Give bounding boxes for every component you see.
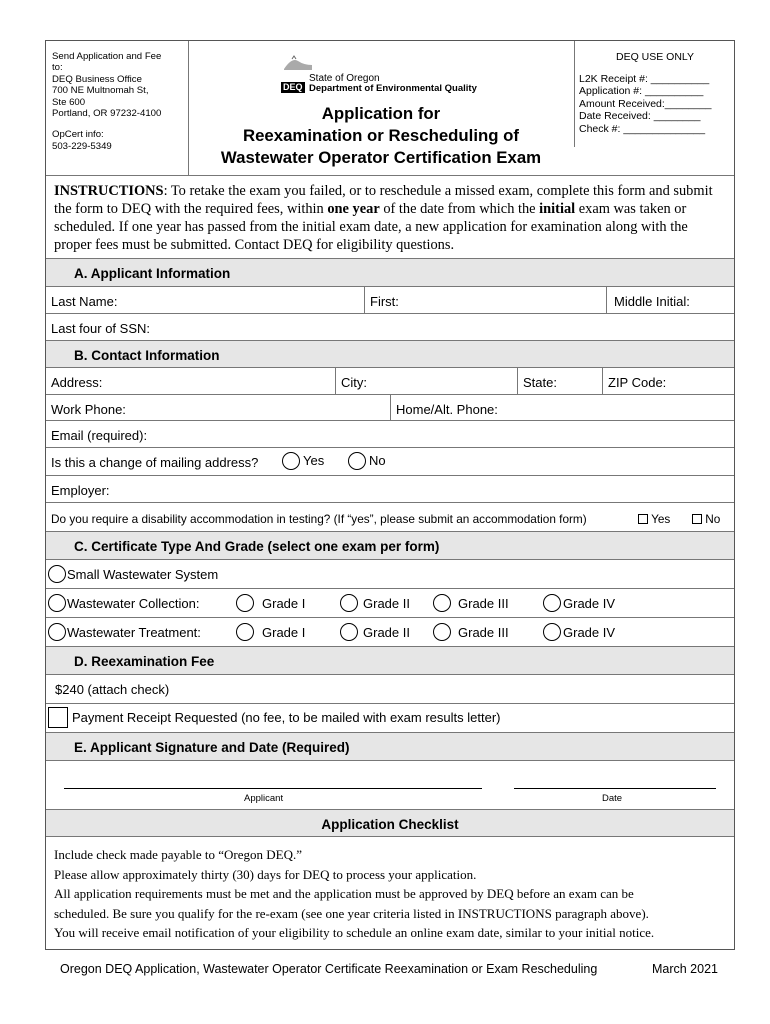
employer-field[interactable]: Employer: [51,483,110,498]
treatment-row [46,617,734,646]
treatment-option[interactable]: Wastewater Treatment: [48,623,201,641]
collection-grade-1[interactable]: Grade I [236,594,305,612]
ssn-row [46,313,734,340]
radio-circle-icon [236,594,254,612]
page-footer: Oregon DEQ Application, Wastewater Operator Certificate Reexamination or Exam Rescheduling March 2021 [60,962,718,976]
section-e-header: E. Applicant Signature and Date (Required) [46,732,734,760]
radio-circle-icon [433,623,451,641]
deq-use-only-box: DEQ USE ONLY L2K Receipt #: __________ Application #: __________ Amount Received:________ Date Received: ________ Check #: ______________ [579,51,712,135]
last-name-field[interactable]: Last Name: [51,294,118,309]
section-d-header: D. Reexamination Fee [46,646,734,674]
application-form [45,40,735,950]
radio-circle-icon [48,594,66,612]
checklist-body: Include check made payable to “Oregon DEQ.” Please allow approximately thirty (30) days for DEQ to process your application. All application requirements must be met and the application must be approved by DEQ before an exam can be scheduled. Be sure you qualify for the re-exam (see one year criteria listed in INSTRUCTIONS paragraph above). You will receive email notification of your eligibility to schedule an online exam date, similar to your initial notice. [46,836,734,949]
treatment-grade-1[interactable]: Grade I [236,623,305,641]
address-row [46,367,734,394]
applicant-signature-line[interactable] [64,788,482,789]
city-field[interactable]: City: [335,368,517,394]
form-header [46,41,734,175]
checkbox-icon [638,514,648,524]
radio-circle-icon [48,623,66,641]
checklist-header: Application Checklist [46,809,734,836]
radio-circle-icon [543,594,561,612]
disability-yes-checkbox[interactable]: Yes [638,512,670,526]
collection-grade-3[interactable]: Grade III [433,594,509,612]
employer-row [46,475,734,502]
small-system-option[interactable]: Small Wastewater System [48,565,218,583]
first-name-field[interactable]: First: [364,287,606,313]
collection-row [46,588,734,617]
radio-circle-icon [543,623,561,641]
treatment-grade-2[interactable]: Grade II [340,623,410,641]
checkbox-icon [48,707,68,728]
collection-option[interactable]: Wastewater Collection: [48,594,199,612]
address-change-row: Is this a change of mailing address? Yes No [46,447,734,475]
signature-row: Applicant Date [46,760,734,809]
disability-row: Do you require a disability accommodation in testing? (If “yes”, please submit an accommodation form) Yes No [46,502,734,531]
radio-circle-icon [236,623,254,641]
email-field[interactable]: Email (required): [51,428,148,443]
radio-circle-icon [282,452,300,470]
zip-field[interactable]: ZIP Code: [602,368,734,394]
receipt-row [46,703,734,732]
address-change-yes[interactable]: Yes [282,452,324,470]
phone-row [46,394,734,420]
payment-receipt-checkbox[interactable]: Payment Receipt Requested (no fee, to be mailed with exam results letter) [48,707,501,728]
section-b-header: B. Contact Information [46,340,734,367]
treatment-grade-3[interactable]: Grade III [433,623,509,641]
small-system-row [46,559,734,588]
section-a-header: A. Applicant Information [46,258,734,286]
home-phone-field[interactable]: Home/Alt. Phone: [390,395,734,420]
name-row [46,286,734,313]
form-title: Application for Reexamination or Rescheduling of Wastewater Operator Certification Exam [220,104,542,167]
state-field[interactable]: State: [517,368,602,394]
oregon-landscape-icon [282,55,314,71]
collection-grade-4[interactable]: Grade IV [543,594,615,612]
ssn-field[interactable]: Last four of SSN: [51,321,150,336]
collection-grade-2[interactable]: Grade II [340,594,410,612]
radio-circle-icon [433,594,451,612]
address-change-no[interactable]: No [348,452,386,470]
radio-circle-icon [348,452,366,470]
instructions: INSTRUCTIONS: To retake the exam you failed, or to reschedule a missed exam, complete this form and submit the form to DEQ with the required fees, within one year of the date from which the initial exam was taken or scheduled. If one year has passed from the initial exam date, a new application for examination along with the proper fees must be submitted. Contact DEQ for eligibility questions. [46,175,734,258]
address-field[interactable]: Address: [51,375,103,390]
date-line[interactable] [514,788,716,789]
disability-no-checkbox[interactable]: No [692,512,720,526]
fee-row: $240 (attach check) [46,674,734,703]
treatment-grade-4[interactable]: Grade IV [543,623,615,641]
send-to-block: Send Application and Fee to: DEQ Business Office 700 NE Multnomah St, Ste 600 Portland, OR 97232-4100 OpCert info: 503-229-5349 [52,51,162,152]
middle-initial-field[interactable]: Middle Initial: [606,287,734,313]
deq-logo: DEQ State of Oregon Department of Environmental Quality [279,55,499,97]
work-phone-field[interactable]: Work Phone: [51,402,126,417]
radio-circle-icon [48,565,66,583]
section-c-header: C. Certificate Type And Grade (select one exam per form) [46,531,734,559]
radio-circle-icon [340,594,358,612]
radio-circle-icon [340,623,358,641]
email-row [46,420,734,447]
checkbox-icon [692,514,702,524]
